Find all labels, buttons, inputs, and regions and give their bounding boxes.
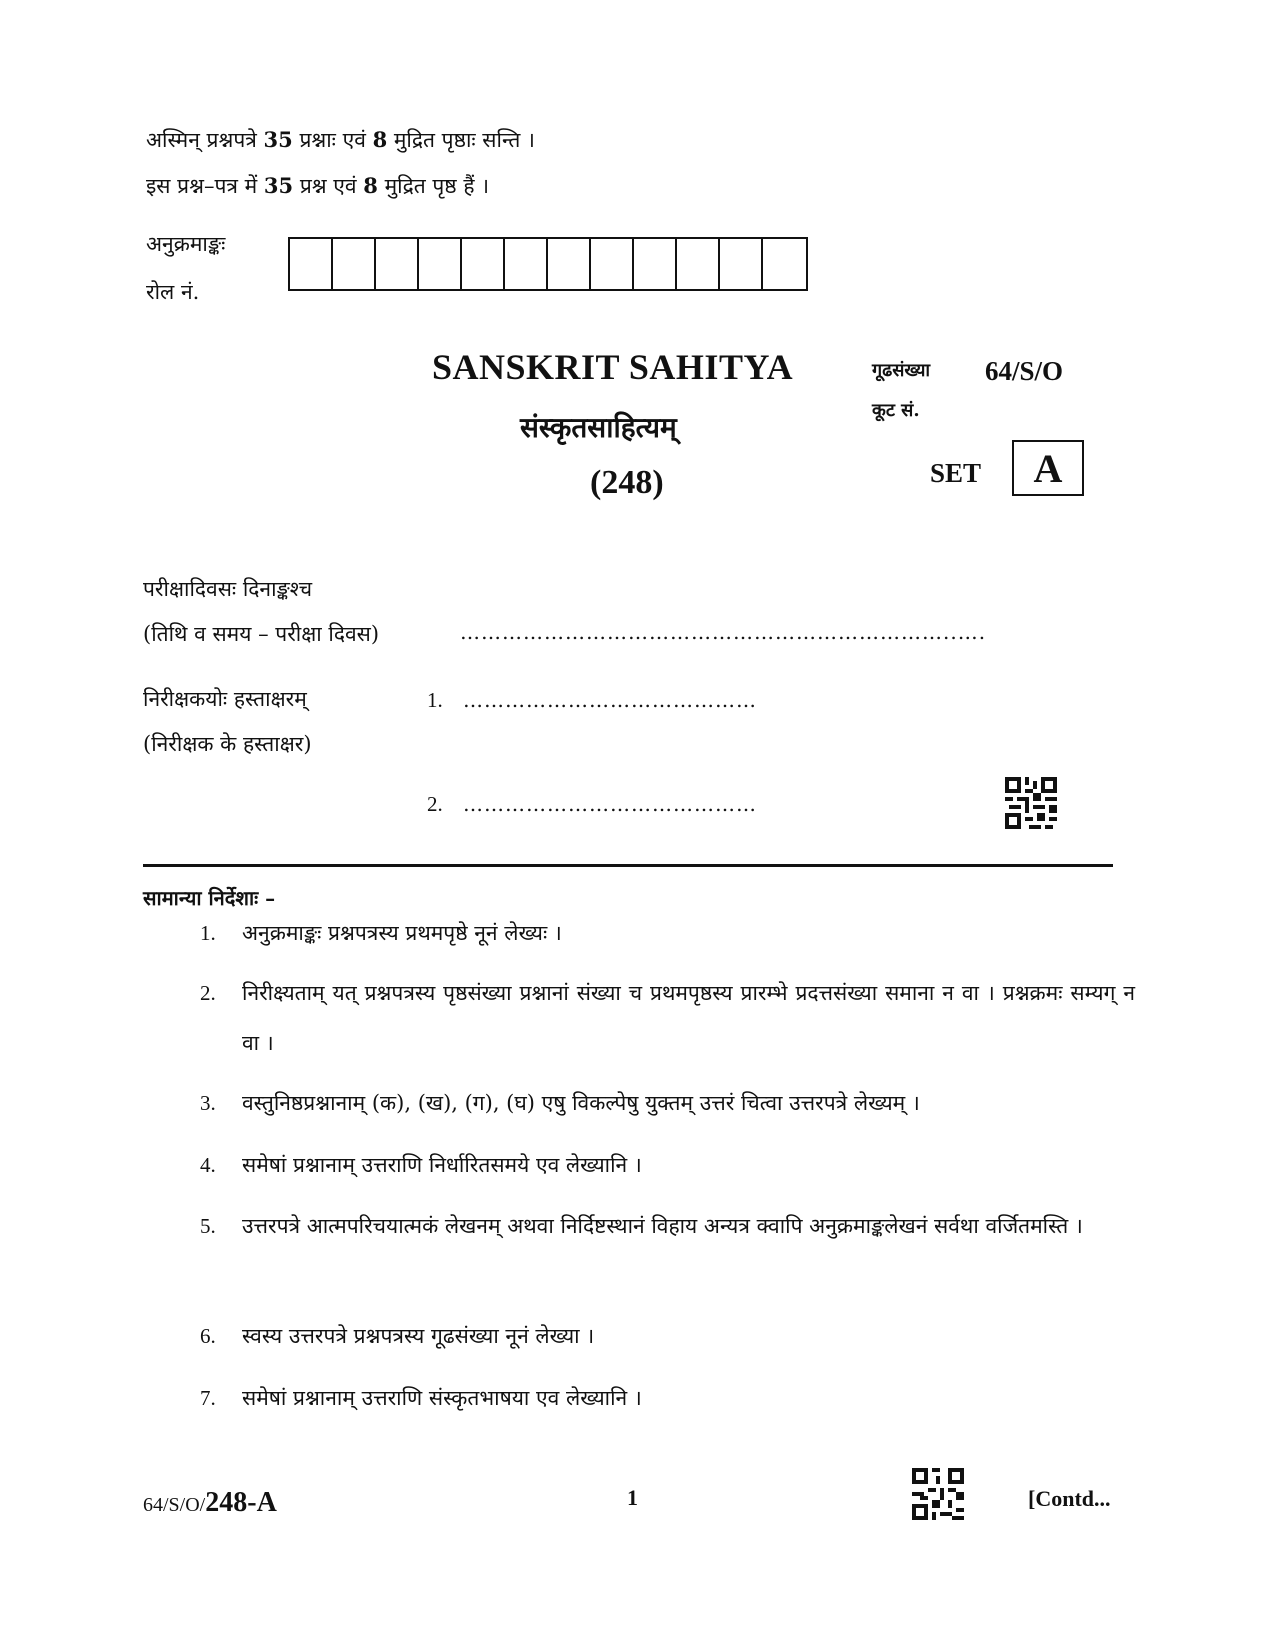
instruction-number: 2. bbox=[200, 981, 216, 1005]
instructions-heading: सामान्या निर्देशाः – bbox=[143, 886, 276, 910]
qr-code-icon bbox=[1005, 777, 1057, 829]
qr-code-icon bbox=[912, 1468, 964, 1520]
page-number: 1 bbox=[627, 1485, 638, 1510]
roll-box[interactable] bbox=[634, 239, 677, 289]
text: प्रश्नाः एवं bbox=[292, 128, 373, 152]
date-label-sanskrit: परीक्षादिवसः दिनाङ्कश्च bbox=[143, 577, 313, 601]
title-english: SANSKRIT SAHITYA bbox=[432, 347, 794, 387]
instruction-number: 1. bbox=[200, 921, 216, 945]
gudh-label: गूढसंख्या bbox=[872, 360, 931, 381]
set-label: SET bbox=[930, 458, 982, 488]
text: अस्मिन् प्रश्नपत्रे bbox=[146, 128, 264, 152]
date-label-hindi: (तिथि व समय – परीक्षा दिवस) bbox=[143, 622, 380, 646]
instruction-text: वस्तुनिष्ठप्रश्नानाम् (क), (ख), (ग), (घ) एषु विकल्पेषु युक्तम् उत्तरं चित्वा उत्तरपत्रे लेख्यम् । bbox=[242, 1091, 920, 1115]
instruction-item bbox=[200, 1311, 1135, 1361]
instruction-text: अनुक्रमाङ्कः प्रश्नपत्रस्य प्रथमपृष्ठे नूनं लेख्यः । bbox=[242, 921, 562, 945]
roll-box[interactable] bbox=[720, 239, 763, 289]
page-count-sanskrit bbox=[146, 126, 535, 154]
signature-2-number: 2. bbox=[427, 792, 443, 816]
instruction-number: 4. bbox=[200, 1153, 216, 1177]
roll-box[interactable] bbox=[290, 239, 333, 289]
set-value-box: A bbox=[1012, 440, 1084, 496]
instruction-number: 6. bbox=[200, 1324, 216, 1348]
roll-box[interactable] bbox=[677, 239, 720, 289]
koot-label: कूट सं. bbox=[872, 400, 920, 421]
instruction-text: उत्तरपत्रे आत्मपरिचयात्मकं लेखनम् अथवा निर्दिष्टस्थानं विहाय अन्यत्र क्वापि अनुक्रमाङ्कलेखनं सर्वथा वर्जितमस्ति । bbox=[242, 1214, 1083, 1238]
instruction-item bbox=[200, 1201, 1135, 1251]
invigilator-label-sanskrit: निरीक्षकयोः हस्ताक्षरम् bbox=[143, 687, 307, 711]
signature-1-field[interactable]: …………………………………… bbox=[463, 688, 757, 712]
instruction-text: समेषां प्रश्नानाम् उत्तराणि निर्धारितसमये एव लेख्यानि । bbox=[242, 1153, 642, 1177]
roll-label-hindi: रोल नं. bbox=[146, 280, 200, 304]
paper-code: 64/S/O bbox=[985, 356, 1064, 386]
instruction-item bbox=[200, 1373, 1135, 1423]
invigilator-label-hindi: (निरीक्षक के हस्ताक्षर) bbox=[143, 732, 312, 756]
date-field[interactable]: ……………………………………………………………..…. bbox=[460, 620, 987, 644]
question-count: 35 bbox=[263, 127, 293, 152]
instruction-text: स्वस्य उत्तरपत्रे प्रश्नपत्रस्य गूढसंख्या नूनं लेख्या । bbox=[242, 1324, 595, 1348]
roll-box[interactable] bbox=[376, 239, 419, 289]
roll-box[interactable] bbox=[591, 239, 634, 289]
roll-box[interactable] bbox=[462, 239, 505, 289]
instruction-item bbox=[200, 968, 1135, 1068]
title-sanskrit: संस्कृतसाहित्यम् bbox=[520, 411, 677, 444]
signature-1-number: 1. bbox=[427, 688, 443, 712]
roll-box[interactable] bbox=[763, 239, 806, 289]
instruction-number: 5. bbox=[200, 1214, 216, 1238]
text: मुद्रित पृष्ठ हैं । bbox=[377, 174, 490, 198]
roll-box[interactable] bbox=[505, 239, 548, 289]
text: 64/S/O/ bbox=[143, 1494, 206, 1516]
footer-paper-code bbox=[143, 1487, 277, 1519]
text: इस प्रश्न–पत्र में bbox=[146, 174, 264, 198]
text: प्रश्न एवं bbox=[293, 174, 364, 198]
text: 248-A bbox=[205, 1487, 277, 1518]
instruction-item bbox=[200, 1078, 1135, 1128]
roll-label-sanskrit: अनुक्रमाङ्कः bbox=[146, 232, 226, 256]
instruction-text: निरीक्ष्यताम् यत् प्रश्नपत्रस्य पृष्ठसंख्या प्रश्नानां संख्या च प्रथमपृष्ठस्य प्रारम्भे प्रदत्तसंख्या समाना न वा । प्रश्नक्रमः सम्यग् न वा । bbox=[242, 981, 1135, 1055]
question-count: 35 bbox=[263, 173, 294, 198]
page-count: 8 bbox=[372, 127, 388, 152]
divider bbox=[143, 864, 1113, 867]
subject-code: (248) bbox=[590, 464, 664, 501]
roll-number-boxes[interactable] bbox=[288, 237, 808, 291]
instruction-number: 3. bbox=[200, 1091, 216, 1115]
continued-label: [Contd... bbox=[1028, 1486, 1111, 1511]
roll-box[interactable] bbox=[419, 239, 462, 289]
text: मुद्रित पृष्ठाः सन्ति । bbox=[387, 128, 536, 152]
instruction-text: समेषां प्रश्नानाम् उत्तराणि संस्कृतभाषया एव लेख्यानि । bbox=[242, 1386, 642, 1410]
page-count-hindi bbox=[146, 172, 489, 200]
page-count: 8 bbox=[363, 173, 378, 198]
instruction-item bbox=[200, 908, 1135, 958]
roll-box[interactable] bbox=[548, 239, 591, 289]
signature-2-field[interactable]: …………………………………… bbox=[463, 792, 757, 816]
instruction-item bbox=[200, 1140, 1135, 1190]
roll-box[interactable] bbox=[333, 239, 376, 289]
instruction-number: 7. bbox=[200, 1386, 216, 1410]
